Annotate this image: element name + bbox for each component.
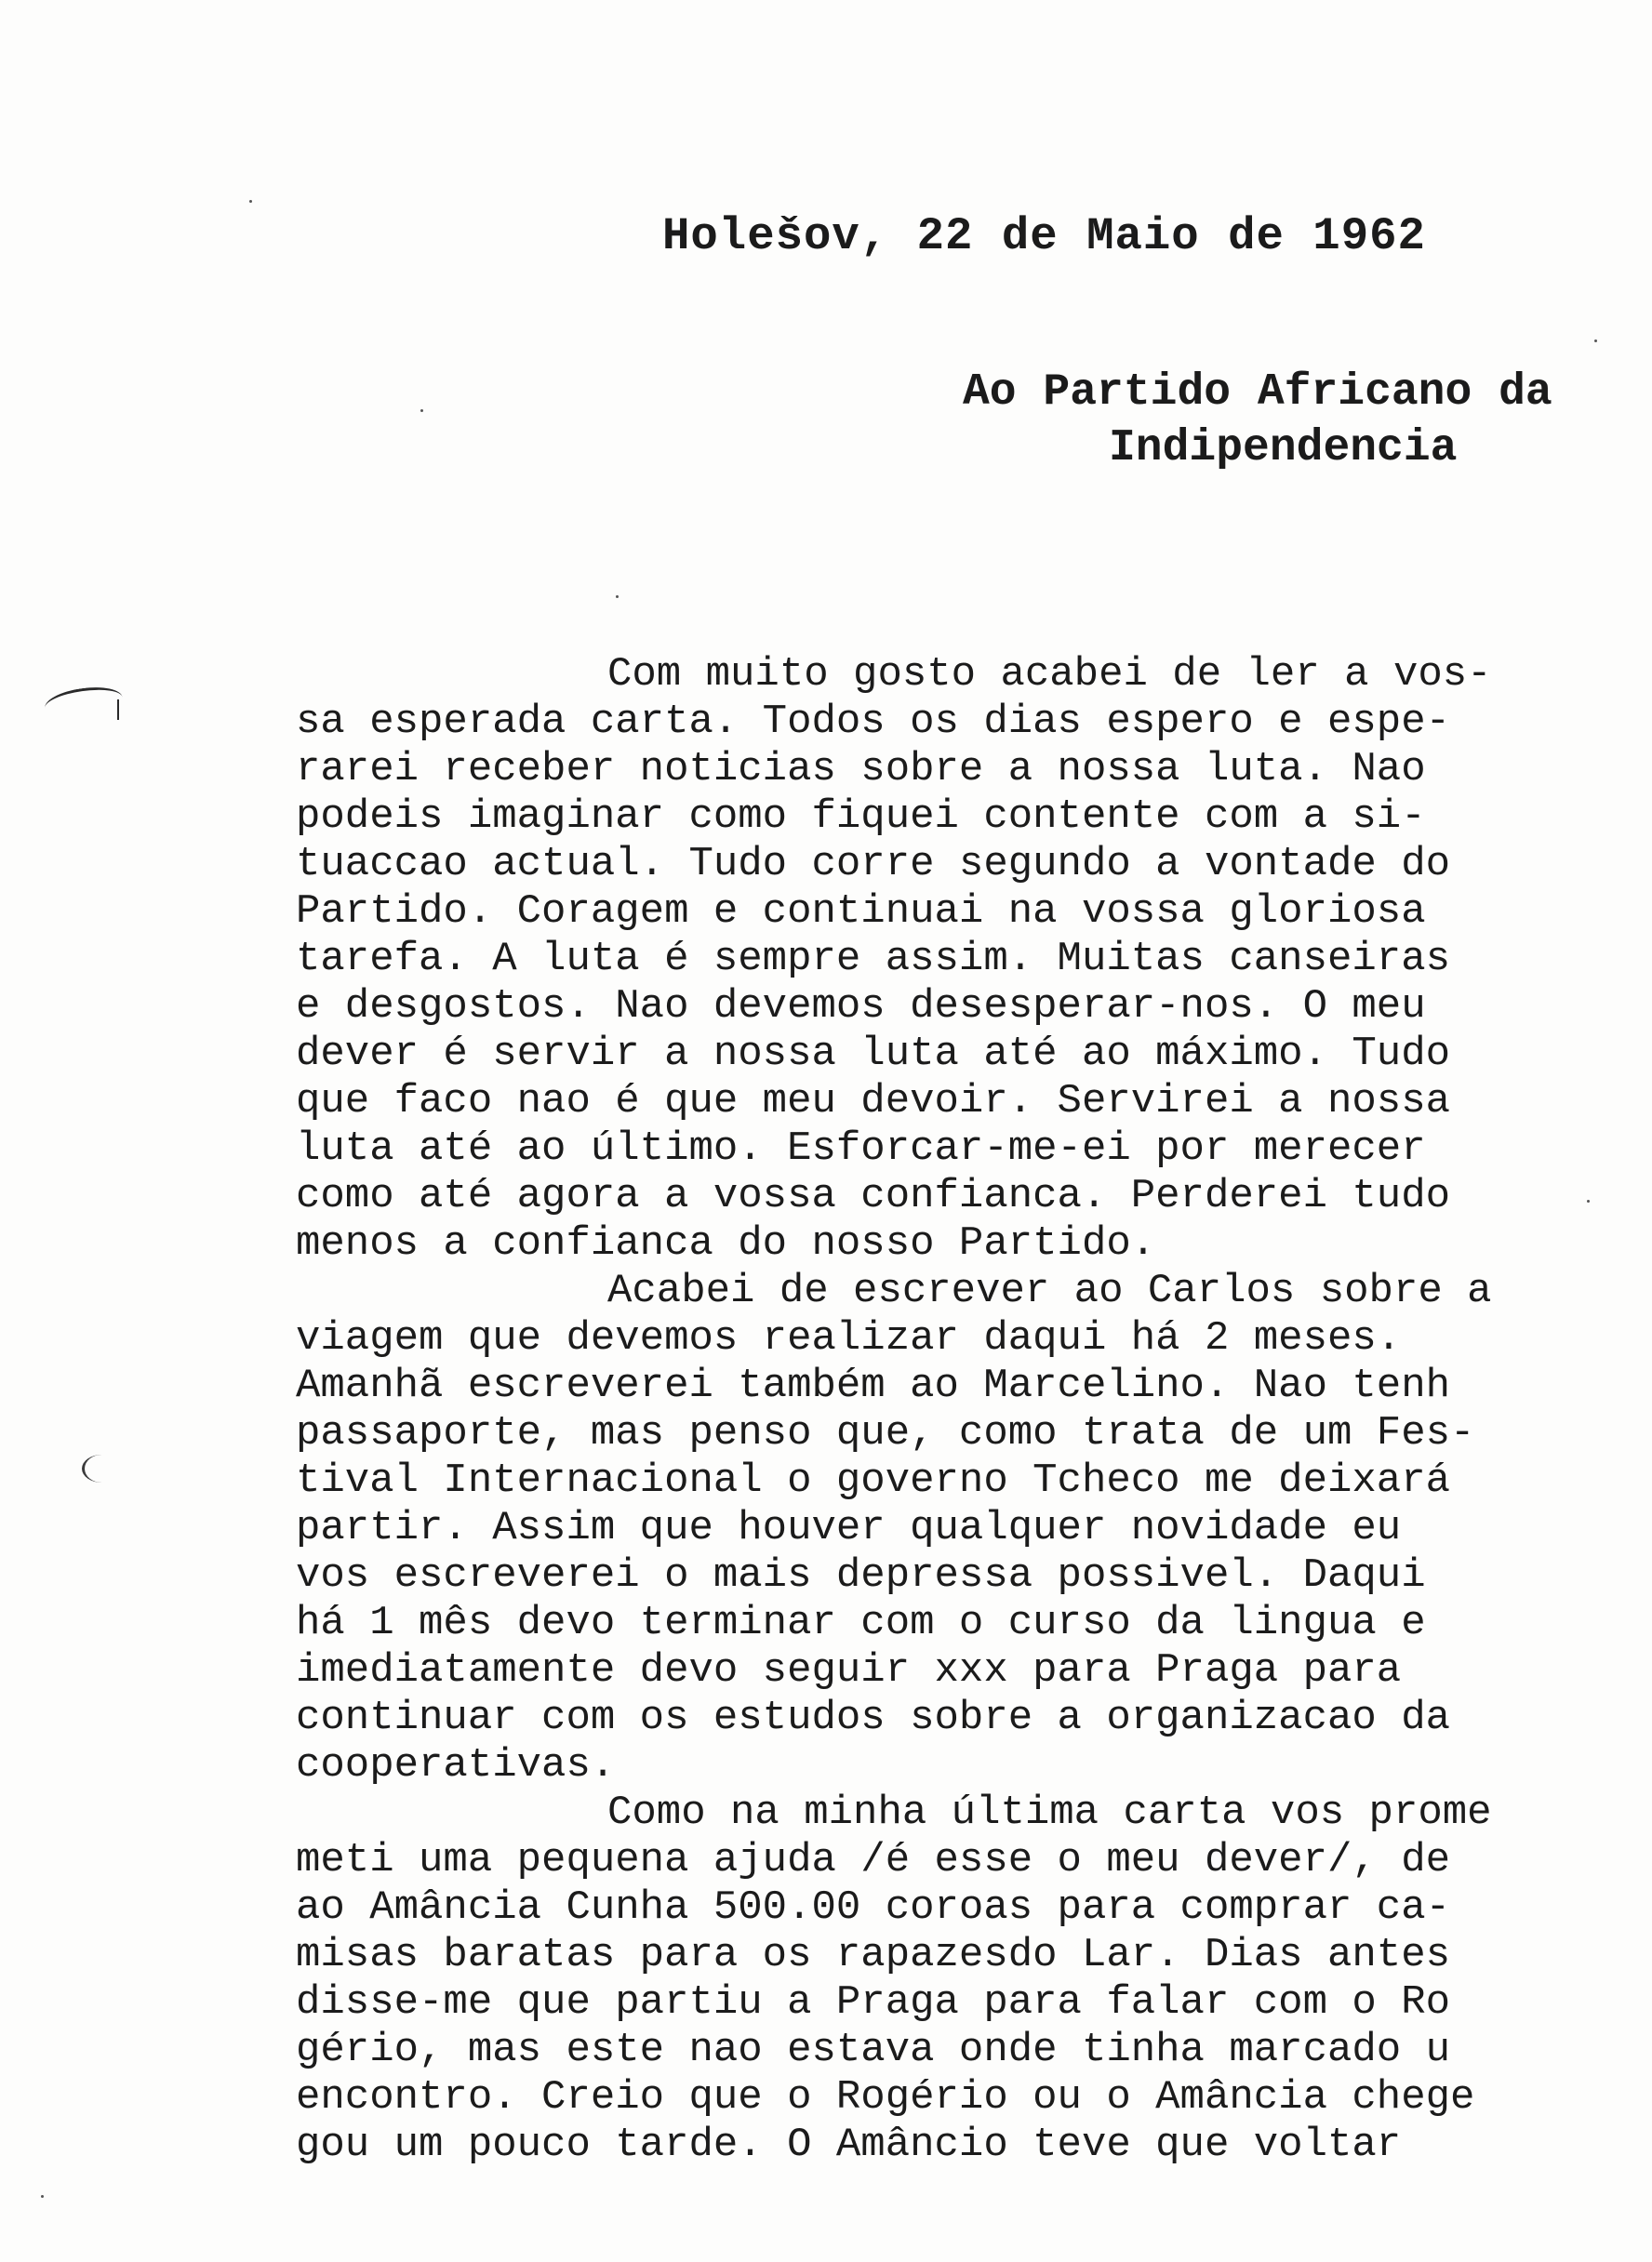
hole-punch-mark-lower [82,1455,122,1483]
body-line: menos a confianca do nosso Partido. [296,1220,1156,1267]
letter-recipient [963,365,1552,476]
recipient-line-2: Indipendencia [1109,423,1458,473]
body-line: passaporte, mas penso que, como trata de um Fes- [296,1410,1475,1457]
body-line: Partido. Coragem e continuai na vossa gloriosa [296,888,1426,935]
body-line: Amanhã escreverei também ao Marcelino. Nao tenh [296,1363,1451,1409]
body-line: há 1 mês devo terminar com o curso da lingua e [296,1600,1426,1646]
paper-speck [41,2195,44,2198]
recipient-line-1: Ao Partido Africano da [963,367,1552,418]
body-line: gou um pouco tarde. O Amâncio teve que voltar [296,2122,1402,2168]
paper-speck [420,409,423,412]
letter-date: Holešov, 22 de Maio de 1962 [662,210,1426,262]
body-line: misas baratas para os rapazesdo Lar. Dias antes [296,1932,1451,1978]
body-line: Como na minha última carta vos prome [607,1790,1492,1836]
body-line: disse-me que partiu a Praga para falar com o Ro [296,1979,1451,2026]
body-line: cooperativas. [296,1742,616,1789]
body-line: sa esperada carta. Todos os dias espero e espe- [296,699,1451,745]
body-line: vos escreverei o mais depressa possivel. Daqui [296,1552,1426,1599]
paper-speck [1594,339,1597,342]
body-line: encontro. Creio que o Rogério ou o Amância chege [296,2074,1475,2121]
body-line: podeis imaginar como fiquei contente com a si- [296,793,1426,840]
paper-speck [616,595,619,598]
body-line: luta até ao último. Esforcar-me-ei por merecer [296,1125,1426,1172]
hole-punch-mark-tail [117,699,119,720]
body-line: tival Internacional o governo Tcheco me deixará [296,1457,1451,1504]
body-line: viagem que devemos realizar daqui há 2 meses. [296,1315,1402,1362]
body-line: como até agora a vossa confianca. Perderei tudo [296,1173,1451,1219]
hole-punch-mark [43,683,124,722]
body-line: dever é servir a nossa luta até ao máximo. Tudo [296,1031,1451,1077]
body-line: e desgostos. Nao devemos desesperar-nos. O meu [296,983,1426,1030]
paper-speck [249,200,252,203]
body-line: que faco nao é que meu devoir. Servirei a nossa [296,1078,1451,1124]
body-line: Com muito gosto acabei de ler a vos- [607,651,1492,698]
body-line: tarefa. A luta é sempre assim. Muitas canseiras [296,936,1451,982]
body-line: tuaccao actual. Tudo corre segundo a vontade do [296,841,1451,887]
body-line: meti uma pequena ajuda /é esse o meu dever/, de [296,1837,1451,1883]
body-line: gério, mas este nao estava onde tinha marcado u [296,2027,1451,2073]
body-line: partir. Assim que houver qualquer novidade eu [296,1505,1402,1551]
body-line: continuar com os estudos sobre a organizacao da [296,1695,1451,1741]
letter-body [296,651,1617,2169]
body-line: imediatamente devo seguir xxx para Praga para [296,1647,1402,1694]
body-line: Acabei de escrever ao Carlos sobre a [607,1268,1492,1314]
body-line: ao Amância Cunha 500.00 coroas para comprar ca- [296,1884,1451,1931]
body-line: rarei receber noticias sobre a nossa luta. Nao [296,746,1426,792]
